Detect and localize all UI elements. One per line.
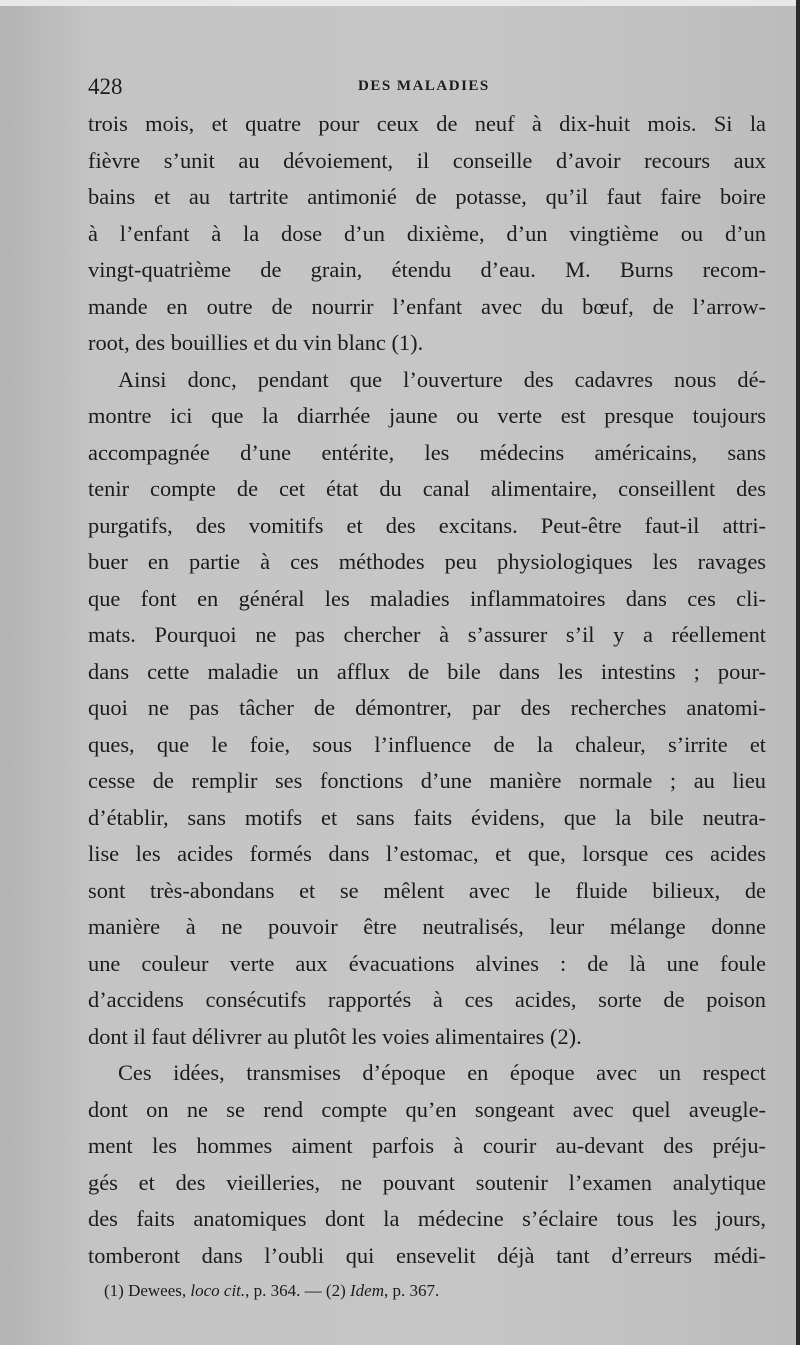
text-line: mats. Pourquoi ne pas chercher à s’assurer s’il y a réellement bbox=[88, 622, 766, 647]
running-head bbox=[88, 74, 768, 100]
text-line: d’accidens consécutifs rapportés à ces acides, sorte de poison bbox=[88, 987, 766, 1012]
text-line: ques, que le foie, sous l’influence de la chaleur, s’irrite et bbox=[88, 731, 766, 757]
text-line: ment les hommes aiment parfois à courir au-devant des préju- bbox=[88, 1133, 766, 1158]
footnote-marker: (2) bbox=[325, 1281, 346, 1300]
text-line: bains et au tartrite antimonié de potasse, qu’il faut faire boire bbox=[88, 184, 766, 209]
text-line: montre ici que la diarrhée jaune ou verte est presque toujours bbox=[88, 403, 766, 428]
text-line: tenir compte de cet état du canal alimentaire, conseillent des bbox=[88, 476, 766, 501]
text-line: cesse de remplir ses fonctions d’une manière normale ; au lieu bbox=[88, 768, 766, 793]
text-line: tomberont dans l’oubli qui ensevelit déjà tant d’erreurs médi- bbox=[88, 1242, 766, 1268]
text-line: accompagnée d’une entérite, les médecins américains, sans bbox=[88, 439, 766, 465]
text-line: gés et des vieilleries, ne pouvant soutenir l’examen analytique bbox=[88, 1169, 766, 1195]
text-line: une couleur verte aux évacuations alvines : de là une foule bbox=[88, 950, 766, 976]
text-line: dans cette maladie un afflux de bile dans les intestins ; pour- bbox=[88, 658, 766, 684]
text-line: buer en partie à ces méthodes peu physiologiques les ravages bbox=[88, 549, 766, 574]
running-title: DES MALADIES bbox=[358, 78, 490, 94]
text-line: purgatifs, des vomitifs et des excitans. Peut-être faut-il attri- bbox=[88, 512, 766, 538]
text-line: trois mois, et quatre pour ceux de neuf à dix-huit mois. Si la bbox=[88, 111, 766, 136]
scan-top-margin bbox=[0, 0, 800, 6]
text-line: quoi ne pas tâcher de démontrer, par des recherches anatomi- bbox=[88, 695, 766, 720]
text-line: d’établir, sans motifs et sans faits évidens, que la bile neutra- bbox=[88, 804, 766, 830]
text-line: mande en outre de nourrir l’enfant avec du bœuf, de l’arrow- bbox=[88, 293, 766, 319]
text-line: fièvre s’unit au dévoiement, il conseille d’avoir recours aux bbox=[88, 147, 766, 173]
text-line: Ces idées, transmises d’époque en époque avec un respect bbox=[118, 1060, 766, 1085]
text-line: dont il faut délivrer au plutôt les voies alimentaires (2). bbox=[88, 1023, 582, 1049]
footnote-page: , p. 367. bbox=[383, 1281, 440, 1300]
text-line: Ainsi donc, pendant que l’ouverture des cadavres nous dé- bbox=[118, 366, 766, 392]
text-line: dont on ne se rend compte qu’en songeant avec quel aveugle- bbox=[88, 1096, 766, 1122]
text-line: que font en général les maladies inflammatoires dans ces cli- bbox=[88, 585, 766, 611]
text-line: vingt-quatrième de grain, étendu d’eau. M. Burns recom- bbox=[88, 257, 766, 282]
page-number: 428 bbox=[88, 74, 123, 99]
footnotes bbox=[104, 1281, 704, 1301]
text-line: root, des bouillies et du vin blanc (1). bbox=[88, 330, 424, 355]
text-line: à l’enfant à la dose d’un dixième, d’un vingtième ou d’un bbox=[88, 220, 766, 246]
footnote-author: Dewees, bbox=[128, 1281, 187, 1300]
footnote-marker: (1) bbox=[104, 1281, 124, 1300]
footnote-reference: loco cit. bbox=[190, 1281, 246, 1300]
text-line: sont très-abondans et se mêlent avec le fluide bilieux, de bbox=[88, 877, 766, 903]
footnote-reference: Idem bbox=[349, 1281, 384, 1300]
footnote-page: , p. 364. — bbox=[245, 1281, 326, 1300]
text-line: manière à ne pouvoir être neutralisés, leur mélange donne bbox=[88, 914, 766, 939]
body-text bbox=[88, 106, 766, 1274]
text-line: lise les acides formés dans l’estomac, et que, lorsque ces acides bbox=[88, 841, 766, 866]
text-line: des faits anatomiques dont la médecine s’éclaire tous les jours, bbox=[88, 1206, 766, 1231]
scan-right-edge bbox=[796, 0, 800, 1345]
